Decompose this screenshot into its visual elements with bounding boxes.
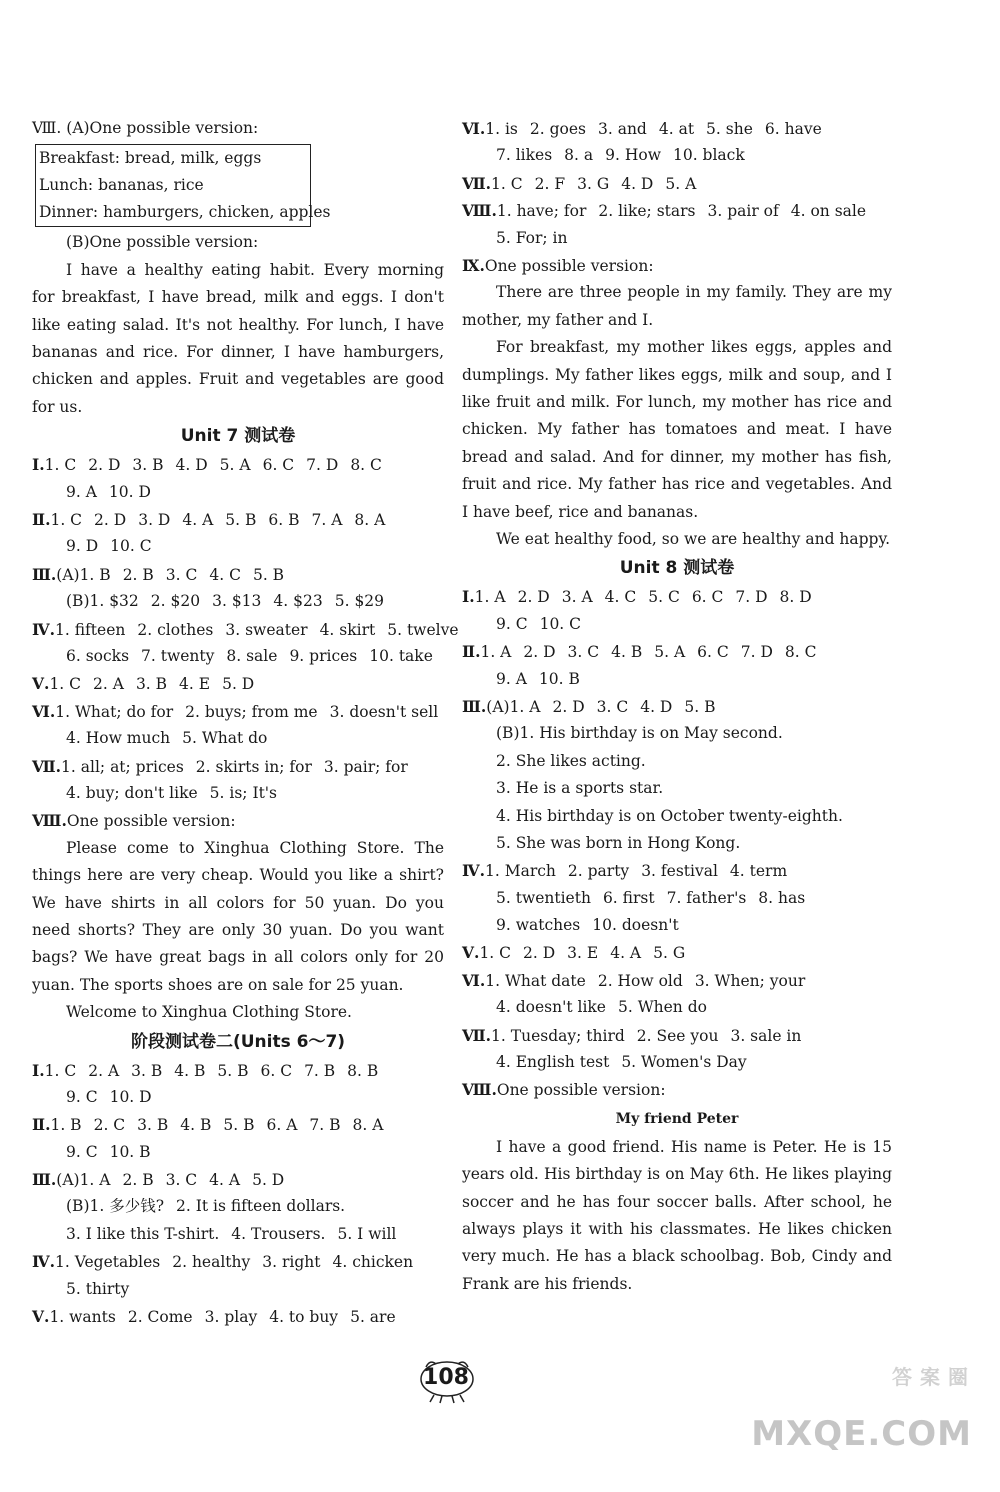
answer-item: 3. C	[165, 1171, 198, 1190]
answer-item: 3. play	[204, 1308, 258, 1327]
answer-item: 8. sale	[226, 646, 278, 665]
answer-row	[32, 1166, 444, 1193]
answer-item: 1. C	[50, 511, 83, 529]
answer-item: 3. I like this T-shirt.	[66, 1224, 220, 1243]
answer-row	[32, 807, 444, 834]
answer-item: 4. A	[182, 511, 214, 529]
answer-item: 4. E	[179, 675, 211, 694]
answer-item: 8. C	[350, 456, 382, 475]
answer-item: 10. D	[108, 482, 151, 501]
answer-item: 5. When do	[617, 998, 707, 1017]
row-label: Ⅷ.	[462, 201, 497, 221]
answer-item: 3. pair of	[707, 202, 779, 221]
answer-row	[462, 748, 892, 775]
answer-item: 2. buys; from me	[185, 702, 318, 721]
answer-item: 4. D	[621, 174, 654, 193]
answer-item: 10. B	[109, 1142, 151, 1161]
answer-item: 1. is	[485, 120, 518, 138]
answer-item: 2. skirts in; for	[195, 757, 312, 776]
answer-item: 4. C	[209, 565, 241, 584]
answer-row	[462, 1076, 892, 1103]
answer-item: 2. like; stars	[598, 202, 696, 221]
answer-row	[462, 638, 892, 665]
answer-row	[32, 533, 444, 560]
row-label: Ⅱ.	[462, 642, 481, 662]
answer-row	[32, 643, 444, 670]
answer-row	[462, 1049, 892, 1076]
row-label: Ⅵ.	[462, 119, 486, 138]
answer-item: 4. term	[729, 862, 788, 881]
answer-row	[462, 693, 892, 720]
answer-item: 3. B	[131, 1061, 163, 1080]
box-dinner: Dinner: hamburgers, chicken, apples	[39, 203, 331, 222]
answer-row	[462, 170, 892, 197]
answer-item: 1. C	[44, 456, 77, 475]
answer-item: 2. B	[122, 1171, 154, 1190]
answer-item: 3. festival	[641, 862, 718, 881]
answer-item: 9. C	[66, 1087, 98, 1106]
row-label: Ⅷ.	[32, 811, 67, 831]
answer-item: 4. buy; don't like	[66, 783, 198, 802]
answer-item: 2. D	[88, 456, 121, 475]
row-label: Ⅵ.	[462, 970, 486, 990]
row-label: Ⅸ.	[462, 255, 485, 275]
answer-item: 4. to buy	[269, 1308, 339, 1327]
answer-row	[462, 803, 892, 830]
answer-row	[32, 725, 444, 752]
answer-item: 1. Tuesday; third	[491, 1026, 625, 1045]
watermark-chinese: 答案圈	[892, 1365, 976, 1389]
answer-row	[32, 1248, 444, 1275]
answer-item: 4. doesn't like	[496, 998, 606, 1017]
stage-test-title: 阶段测试卷二(Units 6～7)	[130, 1031, 346, 1052]
answer-item: 1. C	[49, 675, 82, 694]
answer-item: 5. twelve	[387, 620, 459, 639]
answer-item: 8. a	[564, 146, 594, 165]
answer-item: 2. F	[534, 174, 566, 193]
answer-item: 3. G	[577, 174, 610, 193]
answer-item: 1. B	[50, 1116, 82, 1135]
answer-item: One possible version:	[484, 256, 654, 275]
answer-item: 4. His birthday is on October twenty-eighth.	[496, 806, 843, 825]
row-label: Ⅴ.	[32, 1307, 50, 1327]
answer-item: 5. she	[706, 120, 753, 138]
page-number	[416, 1355, 486, 1405]
answer-item: (B)1. 多少钱?	[66, 1197, 165, 1216]
answer-item: 6. B	[268, 511, 300, 529]
friend-essay-title: My friend Peter	[615, 1110, 739, 1127]
answer-item: 10. B	[538, 669, 580, 688]
answer-item: 5. C	[648, 588, 680, 607]
answer-item: 5. A	[654, 643, 686, 662]
answer-row	[32, 479, 444, 506]
answer-item: 6. first	[602, 888, 655, 907]
answer-item: 3. C	[165, 565, 198, 584]
answer-item: 1. fifteen	[55, 620, 126, 639]
answer-item: 8. A	[354, 511, 386, 529]
answer-row	[462, 775, 892, 802]
answer-item: 5. is; It's	[209, 783, 278, 802]
answer-item: 4. B	[611, 643, 643, 662]
box-lunch: Lunch: bananas, rice	[39, 176, 204, 195]
answer-row	[32, 1303, 444, 1330]
row-label: Ⅵ.	[32, 701, 56, 721]
row-label: Ⅰ.	[32, 1060, 45, 1080]
row-label: Ⅴ.	[32, 674, 50, 694]
answer-row	[462, 967, 892, 994]
answer-item: 2. How old	[597, 971, 683, 990]
row-label: Ⅶ.	[462, 173, 492, 193]
unit8-title: Unit 8 测试卷	[619, 558, 735, 579]
row-label: Ⅰ.	[462, 587, 475, 607]
answer-item: 1. C	[491, 174, 523, 193]
answer-item: 2. D	[552, 697, 585, 716]
answer-item: 9. A	[66, 482, 97, 501]
essay-clothing-store-end: Welcome to Xinghua Clothing Store.	[66, 1003, 352, 1022]
answer-row	[32, 753, 444, 780]
answer-row	[462, 994, 892, 1021]
answer-item: 6. C	[260, 1061, 293, 1080]
family-essay-p1: There are three people in my family. They are my mother, my father and I.	[462, 283, 892, 329]
answer-item: 3. He is a sports star.	[496, 779, 664, 798]
answer-row	[462, 611, 892, 638]
answer-item: 7. D	[306, 456, 339, 475]
answer-item: 3. D	[138, 511, 171, 529]
answer-item: 5. D	[252, 1171, 285, 1190]
answer-item: 4. $23	[273, 592, 323, 611]
answer-item: 2. goes	[529, 120, 586, 138]
row-label: Ⅴ.	[462, 943, 480, 963]
answer-item: 9. C	[66, 1142, 98, 1161]
answer-item: 5. are	[350, 1308, 396, 1327]
answer-item: 10. doesn't	[592, 916, 679, 935]
answer-item: 4. chicken	[332, 1253, 414, 1272]
answer-item: 2. $20	[150, 592, 201, 611]
answer-item: (A)1. A	[56, 1171, 111, 1190]
answer-item: 4. D	[175, 456, 208, 475]
answer-row	[32, 1221, 444, 1248]
answer-row	[462, 666, 892, 693]
answer-item: 1. What date	[485, 971, 586, 990]
answer-item: 2. healthy	[172, 1253, 251, 1272]
answer-item: 1. March	[485, 862, 556, 881]
answer-item: 2. D	[517, 588, 550, 607]
answer-item: 10. C	[539, 614, 582, 633]
answer-item: 7. D	[740, 643, 773, 662]
answer-item: 10. C	[110, 537, 152, 556]
answer-row	[462, 252, 892, 279]
right-column	[462, 115, 892, 1298]
answer-item: 3. $13	[212, 592, 262, 611]
answer-item: 3. B	[132, 456, 164, 475]
answer-item: 5. She was born in Hong Kong.	[496, 833, 741, 852]
row-label: Ⅶ.	[32, 756, 62, 776]
answer-row	[462, 720, 892, 747]
watermark	[751, 1365, 990, 1482]
answer-item: 3. doesn't sell	[329, 702, 439, 721]
answer-item: 8. has	[758, 888, 806, 907]
answer-row	[32, 698, 444, 725]
answer-item: 9. D	[66, 537, 99, 556]
answer-item: 9. C	[496, 614, 528, 633]
answer-item: 1. all; at; prices	[61, 757, 184, 776]
answer-item: 5. thirty	[66, 1279, 130, 1298]
answer-item: 3. sweater	[225, 620, 308, 639]
essay-clothing-store: Please come to Xinghua Clothing Store. The things here are very cheap. Would you like a shirt? We have shirts in all colors for 50 yuan. Do you need shorts? They are only 30 yuan. Do you want bags? We have great bags in all colors only for 20 yuan. The sports shoes are on sale for 25 yuan.	[32, 838, 444, 994]
section-8b-heading: (B)One possible version:	[66, 233, 259, 252]
answer-item: 5. B	[223, 1116, 255, 1135]
answer-item: 4. D	[640, 697, 673, 716]
answer-item: 2. D	[94, 511, 127, 529]
answer-item: 2. D	[523, 944, 556, 963]
answer-row	[462, 912, 892, 939]
answer-row	[32, 1057, 444, 1084]
answer-item: One possible version:	[66, 812, 236, 831]
answer-item: 6. C	[262, 456, 295, 475]
left-column	[32, 115, 459, 1330]
answer-row	[32, 588, 444, 615]
answer-row	[32, 616, 459, 643]
answer-item: 7. D	[735, 588, 768, 607]
answer-row	[462, 142, 892, 169]
answer-item: 8. B	[347, 1061, 379, 1080]
answer-item: 5. D	[222, 675, 255, 694]
answer-row	[462, 1022, 892, 1049]
answer-item: 2. B	[122, 565, 154, 584]
watermark-site: MXQE.COM	[751, 1414, 972, 1454]
answer-row	[462, 857, 892, 884]
row-label: Ⅱ.	[32, 510, 51, 529]
answer-item: 6. A	[266, 1116, 298, 1135]
answer-row	[32, 561, 444, 588]
row-label: Ⅲ.	[462, 696, 487, 716]
answer-item: 8. A	[352, 1116, 384, 1135]
answer-row	[462, 939, 892, 966]
answer-item: 3. and	[597, 120, 647, 138]
answer-row	[32, 1084, 444, 1111]
answer-item: 1. wants	[49, 1308, 116, 1327]
answer-item: 3. C	[596, 697, 629, 716]
answer-item: (B)1. $32	[66, 592, 139, 611]
answer-item: 2. clothes	[137, 620, 214, 639]
answer-item: 6. have	[764, 120, 822, 138]
answer-item: 1. C	[44, 1061, 77, 1080]
answer-item: 3. sale in	[730, 1026, 802, 1045]
answer-item: 3. E	[567, 944, 599, 963]
answer-item: 5. B	[252, 565, 285, 584]
answer-item: 4. B	[180, 1116, 212, 1135]
answer-item: 5. A	[665, 174, 697, 193]
answer-item: 7. B	[304, 1061, 336, 1080]
answer-row	[32, 451, 444, 478]
answer-item: 2. She likes acting.	[496, 751, 646, 770]
answer-item: 3. C	[567, 643, 600, 662]
answer-item: 5. B	[684, 697, 716, 716]
answer-row	[32, 506, 444, 533]
section-8-heading: Ⅷ. (A)One possible version:	[32, 119, 259, 137]
answer-row	[32, 1193, 444, 1220]
answer-item: 3. pair; for	[323, 757, 408, 776]
answer-item: One possible version:	[496, 1081, 666, 1100]
answer-item: 1. have; for	[496, 202, 587, 221]
answer-item: 4. Trousers.	[231, 1224, 326, 1243]
answer-item: 1. Vegetables	[55, 1253, 161, 1272]
answer-item: 3. A	[561, 588, 593, 607]
answer-item: 2. C	[93, 1116, 126, 1135]
row-label: Ⅳ.	[32, 619, 55, 639]
answer-item: 3. B	[135, 675, 168, 694]
answer-item: 4. C	[604, 588, 637, 607]
answer-item: 5. $29	[334, 592, 385, 611]
answer-row	[462, 115, 892, 142]
row-label: Ⅳ.	[462, 861, 485, 881]
unit8-answers	[462, 583, 892, 1103]
row-label: Ⅱ.	[32, 1115, 51, 1135]
answer-item: 5. For; in	[496, 228, 568, 247]
row-label: Ⅷ.	[462, 1080, 497, 1100]
answer-item: 4. on sale	[790, 202, 867, 221]
answer-item: 5. B	[217, 1061, 249, 1080]
answer-item: 2. A	[93, 675, 124, 694]
answer-row	[32, 1139, 444, 1166]
page-number-text: 108	[423, 1365, 469, 1390]
answer-item: 9. How	[605, 146, 661, 165]
answer-item: (A)1. B	[56, 565, 111, 584]
answer-row	[462, 830, 892, 857]
row-label: Ⅲ.	[32, 564, 57, 584]
answer-item: 8. D	[779, 588, 812, 607]
answer-item: 4. English test	[496, 1053, 610, 1072]
answer-item: 2. D	[523, 643, 556, 662]
row-label: Ⅳ.	[32, 1252, 55, 1272]
answer-item: 7. father's	[666, 888, 747, 907]
row-label: Ⅶ.	[462, 1025, 492, 1045]
answer-item: 10. take	[369, 646, 433, 665]
answer-item: 1. C	[479, 944, 512, 963]
answer-item: 5. Women's Day	[621, 1053, 747, 1072]
answer-item: 3. B	[137, 1116, 169, 1135]
answer-item: (A)1. A	[486, 697, 541, 716]
answer-item: 9. prices	[289, 646, 358, 665]
unit7-answers	[32, 451, 459, 834]
row-label: Ⅰ.	[32, 455, 45, 475]
answer-item: 10. black	[672, 146, 745, 165]
answer-item: 6. socks	[66, 646, 130, 665]
answer-item: 3. right	[262, 1253, 321, 1272]
answer-item: 2. See you	[636, 1026, 719, 1045]
row-label: Ⅲ.	[32, 1170, 57, 1190]
family-essay-p3: We eat healthy food, so we are healthy and happy.	[496, 530, 891, 548]
stage-test-answers	[32, 1057, 444, 1331]
answer-item: 4. skirt	[319, 620, 376, 639]
answer-item: 5. A	[219, 456, 251, 475]
answer-item: 7. twenty	[141, 646, 215, 665]
answer-item: 2. It is fifteen dollars.	[176, 1197, 346, 1216]
answer-item: 2. Come	[127, 1308, 193, 1327]
answer-item: 4. How much	[66, 729, 171, 748]
answer-item: 2. A	[88, 1061, 120, 1080]
answer-item: 5. What do	[182, 729, 268, 748]
stage-test-answers-cont	[462, 115, 892, 279]
answer-item: 7. A	[311, 511, 343, 529]
answer-row	[32, 1276, 444, 1303]
answer-row	[462, 583, 892, 610]
unit7-title: Unit 7 测试卷	[180, 426, 296, 447]
friend-essay: I have a good friend. His name is Peter. He is 15 years old. His birthday is on May 6th. He likes playing soccer and he has four soccer balls. After school, he always plays it with his classmates. He likes chicken very much. He has a black schoolbag. Bob, Cindy and Frank are his friends.	[462, 1137, 892, 1293]
answer-item: 2. party	[567, 862, 630, 881]
answer-item: (B)1. His birthday is on May second.	[496, 724, 783, 743]
answer-item: 6. C	[697, 643, 729, 662]
answer-item: 5. B	[225, 511, 257, 529]
answer-item: 4. A	[610, 944, 642, 963]
answer-item: 1. A	[480, 643, 512, 662]
meal-table-box	[35, 144, 331, 227]
essay-healthy-habit: I have a healthy eating habit. Every morning for breakfast, I have bread, milk and eggs. I don't like eating salad. It's not healthy. For lunch, I have bananas and rice. For dinner, I have hamburgers, chicken and apples. Fruit and vegetables are good for us.	[32, 260, 444, 416]
answer-item: 4. B	[174, 1061, 206, 1080]
answer-row	[32, 670, 444, 697]
answer-item: 4. A	[209, 1171, 241, 1190]
answer-item: 9. A	[496, 669, 527, 688]
box-breakfast: Breakfast: bread, milk, eggs	[39, 149, 262, 168]
answer-item: 1. What; do for	[55, 702, 174, 721]
answer-row	[32, 1111, 444, 1138]
answer-item: 8. C	[784, 643, 817, 662]
answer-row	[462, 225, 892, 252]
answer-item: 5. I will	[337, 1224, 397, 1243]
answer-row	[32, 780, 444, 807]
answer-item: 1. A	[474, 588, 506, 607]
answer-item: 3. When; your	[694, 971, 806, 990]
answer-item: 5. twentieth	[496, 888, 591, 907]
answer-item: 6. C	[691, 588, 724, 607]
answer-item: 7. B	[309, 1116, 341, 1135]
answer-item: 7. likes	[496, 146, 553, 165]
answer-row	[462, 197, 892, 224]
answer-row	[462, 885, 892, 912]
answer-item: 5. G	[653, 944, 686, 963]
answer-item: 9. watches	[496, 916, 581, 935]
family-essay-p2: For breakfast, my mother likes eggs, apples and dumplings. My father likes eggs, milk and soup, and I like fruit and milk. For lunch, my mother has rice and chicken. My father has tomatoes and meat. I have bread and salad. And for dinner, my mother has fish, fruit and rice. My father has rice and vegetables. And I have beef, rice and bananas.	[462, 338, 892, 521]
answer-item: 4. at	[658, 120, 695, 138]
answer-item: 10. D	[109, 1087, 152, 1106]
